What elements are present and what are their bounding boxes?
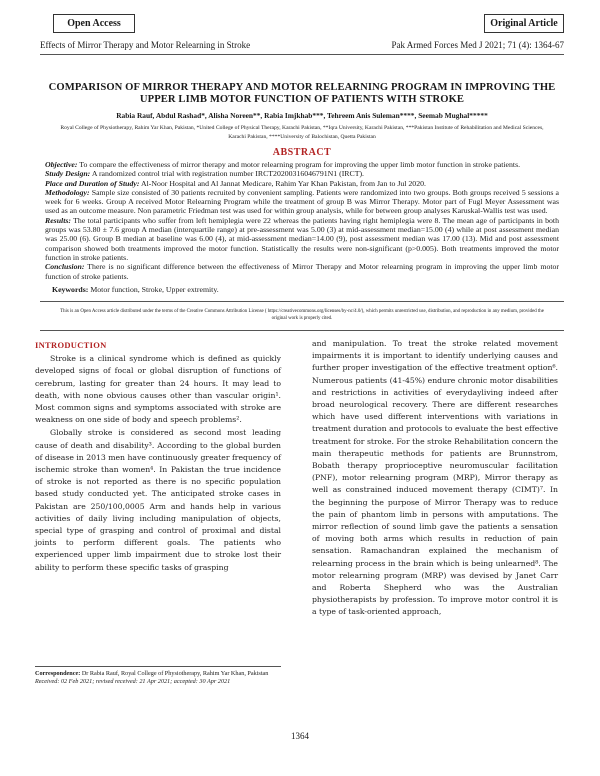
open-access-badge: Open Access — [53, 14, 135, 33]
abstract-heading: ABSTRACT — [272, 147, 332, 158]
body-paragraph: Globally stroke is considered as second most leading cause of death and disability³. According to the global burden of disease in 2013 men have continuously greater frequency of ischemic stroke than women⁴. In Pakistan the true incidence of stroke is not reported as there is no specific population based study conducted yet. The anticipated stroke cases in Pakistan are 250/100,0005 Arm and hands help in various activities of daily living including manipulation of objects, special type of grasping and control of proximal and distal joints to perform different goals. The patients who experienced upper limb impairment due to stroke lost their ability to perform these specific tasks of grasping — [35, 428, 281, 572]
license-note: This is an Open Access article distributed under the terms of the Creative Commons Attribution License ( https://creativecommons.org/licenses/by-nc/4.0/), which permits unrestricted use, distribution, and reproduction in any medium, provided the original work is properly cited. — [60, 309, 544, 321]
body-paragraph: and manipulation. To treat the stroke related movement impairments it is important to identify underlying causes and further proper investigation of the effective treatment option⁶. Numerous patients (41-45%) endure chronic motor disabilities and restrictions in activities of everydayliving indeed after broad neurological recovery. There are different researches which have used different interventions with variations in treatment duration and protocols to evaluate the best effective treatment for stroke. For the stroke Rehabilitation concern the main therapeutic methods for patients are Brunnstrom, Bobath therapy proprioceptive neuromuscular facilitation (PNF), motor relearning program (MRP), Mirror therapy as well as constrained induced movement therapy (CIMT)⁷. In the beginning the purpose of Mirror Therapy was to reduce the pain of phantom limb in persons with amputations. The mirror reflection of sound limb gave the patients a sensation of moving both arms which results in reduction of pain sensation. Ramachandran explained the mechanism of relearning process in the brain which is being unlearned⁸. The motor relearning program (MRP) was devised by Janet Carr and Roberta Shepherd who was the Australian physiotherapists by profession. To improve motor control it is a type of task-oriented approach, — [312, 339, 558, 617]
abstract — [45, 147, 559, 281]
license-rule — [40, 330, 564, 331]
abstract-design: Study Design: A randomized control trial with registration number IRCT20200316046791N1 (IRCT). — [45, 169, 365, 179]
keywords-rule — [40, 301, 564, 302]
abstract-conclusion: Conclusion: There is no significant difference between the effectiveness of Mirror Therapy and Motor relearning program in improving the upper limb motor function of stroke patients. — [45, 262, 559, 281]
running-head-right: Pak Armed Forces Med J 2021; 71 (4): 1364-67 — [391, 40, 564, 50]
article-type-badge: Original Article — [484, 14, 564, 33]
introduction-heading: INTRODUCTION — [35, 340, 107, 350]
article-title: COMPARISON OF MIRROR THERAPY AND MOTOR RELEARNING PROGRAM IN IMPROVING THE UPPER LIMB MOTOR FUNCTION OF PATIENTS WITH STROKE — [48, 82, 556, 105]
author-list: Rabia Rauf, Abdul Rashad*, Alisha Noreen**, Rabia Imjkhab***, Tehreem Anis Suleman****, Seemab Mughal***** — [116, 111, 488, 120]
abstract-results: Results: The total participants who suffer from left hemiplegia were 22 whereas the patients having right hemiplegia were 8. The mean age of participants in both groups was 53.80 ± 7.6 group A median (interquartile range) at pre-assessment was 5.00 (3) at mid-assessment median=15.00 (4) while at post assessment median was 25.00 (6). Group B median at baseline was 6.00 (4), at mid-assessment median=14.00 (9), post assessment median was 17.00 (13). Mid and post assessment comparison showed both treatments improved the motor function. Statistically the results were non-significant (p>0.005). Both treatments improved the motor function in stroke patients. — [45, 215, 559, 262]
body-paragraph: Stroke is a clinical syndrome which is defined as quickly developed signs of focal or global disruption of functions of cerebrum, lasting for greater than 24 hours. It may lead to death, with none obvious causes other than vascular origin¹. Most common signs and symptoms associated with stroke are weakness on one side of body and speech problems². — [35, 354, 281, 425]
abstract-place: Place and Duration of Study: Al-Noor Hospital and Al Jannat Medicare, Rahim Yar Khan Pakistan, from Jan to Jul 2020. — [45, 178, 426, 188]
header-rule — [40, 54, 564, 55]
page-number: 1364 — [291, 731, 309, 741]
keywords: Keywords: Motor function, Stroke, Upper extremity. — [52, 285, 219, 294]
correspondence: Correspondence: Dr Rabia Rauf, Royal College of Physiotherapy, Rahim Yar Khan, Pakistan Received: 02 Feb 2021; revised received: 21 Apr 2021; accepted: 30 Apr 2021 — [35, 666, 281, 687]
running-head-left: Effects of Mirror Therapy and Motor Relearning in Stroke — [40, 40, 251, 50]
affiliations: Royal College of Physiotherapy, Rahim Yar Khan, Pakistan, *United College of Physical Therapy, Karachi Pakistan, **Iqra University, Karachi Pakistan, ***Pakistan Institute of Rehabilitation and Medical Sciences, Karachi Pakistan, ****University of Balochistan, Quetta Pakistan — [60, 125, 544, 140]
abstract-methodology: Methodology: Sample size consisted of 30 patients recruited by convenient sampling. Patients were randomized into two groups. Both groups received 5 sessions a week for 6 weeks. Group A received Motor Relearning Program while the treatment of group B was Mirror Therapy. Motor part of Fugl Meyer Assessment was used as an outcome measure. Non parametric Friedman test was used for within group analysis, while for between group analyses Karuskal-Wallis test was used. — [45, 187, 559, 216]
left-column — [35, 339, 281, 574]
abstract-objective: Objective: To compare the effectiveness of mirror therapy and motor relearning program for improving the upper limb motor function in stroke patients. — [45, 160, 521, 169]
right-column — [312, 338, 558, 619]
